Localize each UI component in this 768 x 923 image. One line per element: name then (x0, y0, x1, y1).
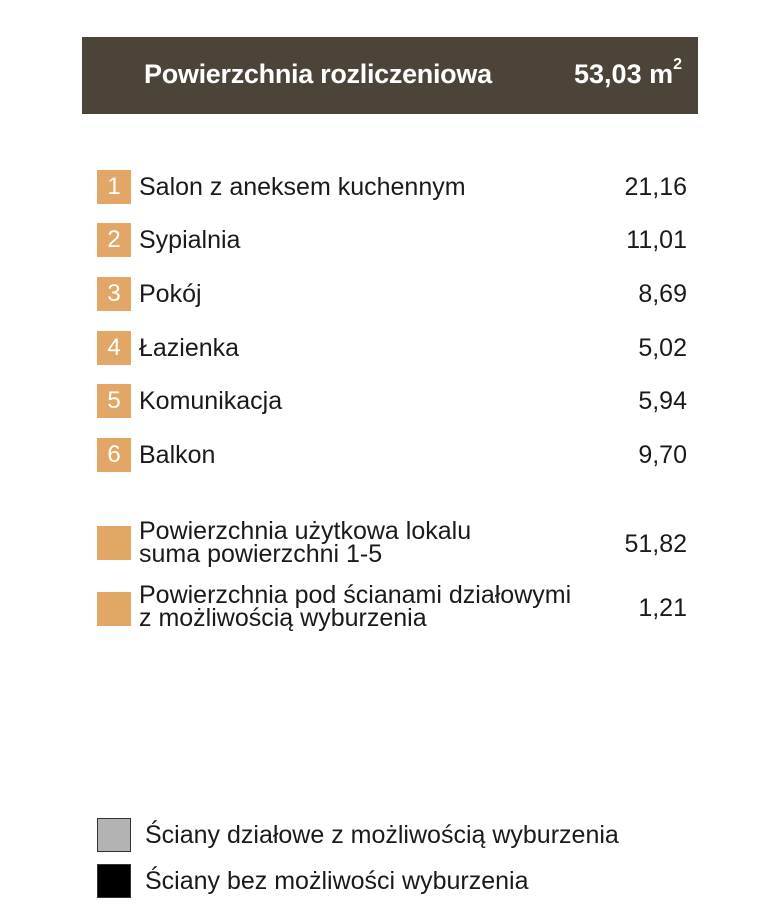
legend-item-removable-walls (97, 818, 717, 852)
area-unit-exponent: 2 (673, 56, 682, 73)
room-row-1 (97, 170, 687, 204)
walls-area-line-2: z możliwością wyburzenia (139, 604, 427, 632)
legend-swatch-grey (97, 818, 131, 852)
room-name: Balkon (139, 441, 216, 469)
room-row-2 (97, 223, 687, 257)
room-name: Salon z aneksem kuchennym (139, 173, 466, 201)
room-area: 5,94 (638, 387, 687, 415)
room-row-6 (97, 438, 687, 472)
room-row-3 (97, 277, 687, 311)
room-name: Komunikacja (139, 387, 283, 415)
room-area: 8,69 (638, 280, 687, 308)
room-row-4 (97, 331, 687, 365)
room-row-5 (97, 384, 687, 418)
room-number-badge: 6 (97, 438, 131, 472)
walls-area-swatch (97, 592, 131, 626)
usable-area-value: 51,82 (624, 530, 687, 558)
room-area: 9,70 (638, 441, 687, 469)
usable-area-line-1: Powierzchnia użytkowa lokalu (139, 517, 472, 545)
walls-area-summary (97, 581, 687, 634)
room-number-badge: 3 (97, 277, 131, 311)
walls-area-value: 1,21 (638, 594, 687, 622)
walls-area-label (139, 581, 572, 632)
room-number-badge: 4 (97, 331, 131, 365)
header-title: Powierzchnia rozliczeniowa (144, 59, 492, 89)
room-area: 5,02 (638, 334, 687, 362)
room-number-badge: 1 (97, 170, 131, 204)
room-name: Pokój (139, 280, 202, 308)
legend-label: Ściany działowe z możliwością wyburzenia (145, 821, 619, 849)
room-area: 11,01 (626, 226, 687, 254)
usable-area-summary (97, 517, 687, 570)
room-number-badge: 5 (97, 384, 131, 418)
summary-header (82, 37, 698, 114)
walls-area-line-1: Powierzchnia pod ścianami działowymi (139, 581, 572, 609)
room-area: 21,16 (624, 173, 687, 201)
room-name: Łazienka (139, 334, 240, 362)
total-area (574, 56, 682, 90)
legend-swatch-black (97, 864, 131, 898)
usable-area-line-2: suma powierzchni 1-5 (139, 540, 383, 568)
total-area-value: 53,03 m (574, 59, 674, 89)
usable-area-swatch (97, 526, 131, 560)
legend-item-fixed-walls (97, 864, 717, 898)
usable-area-label (139, 517, 472, 568)
room-number-badge: 2 (97, 223, 131, 257)
room-name: Sypialnia (139, 226, 241, 254)
legend-label: Ściany bez możliwości wyburzenia (145, 867, 529, 895)
